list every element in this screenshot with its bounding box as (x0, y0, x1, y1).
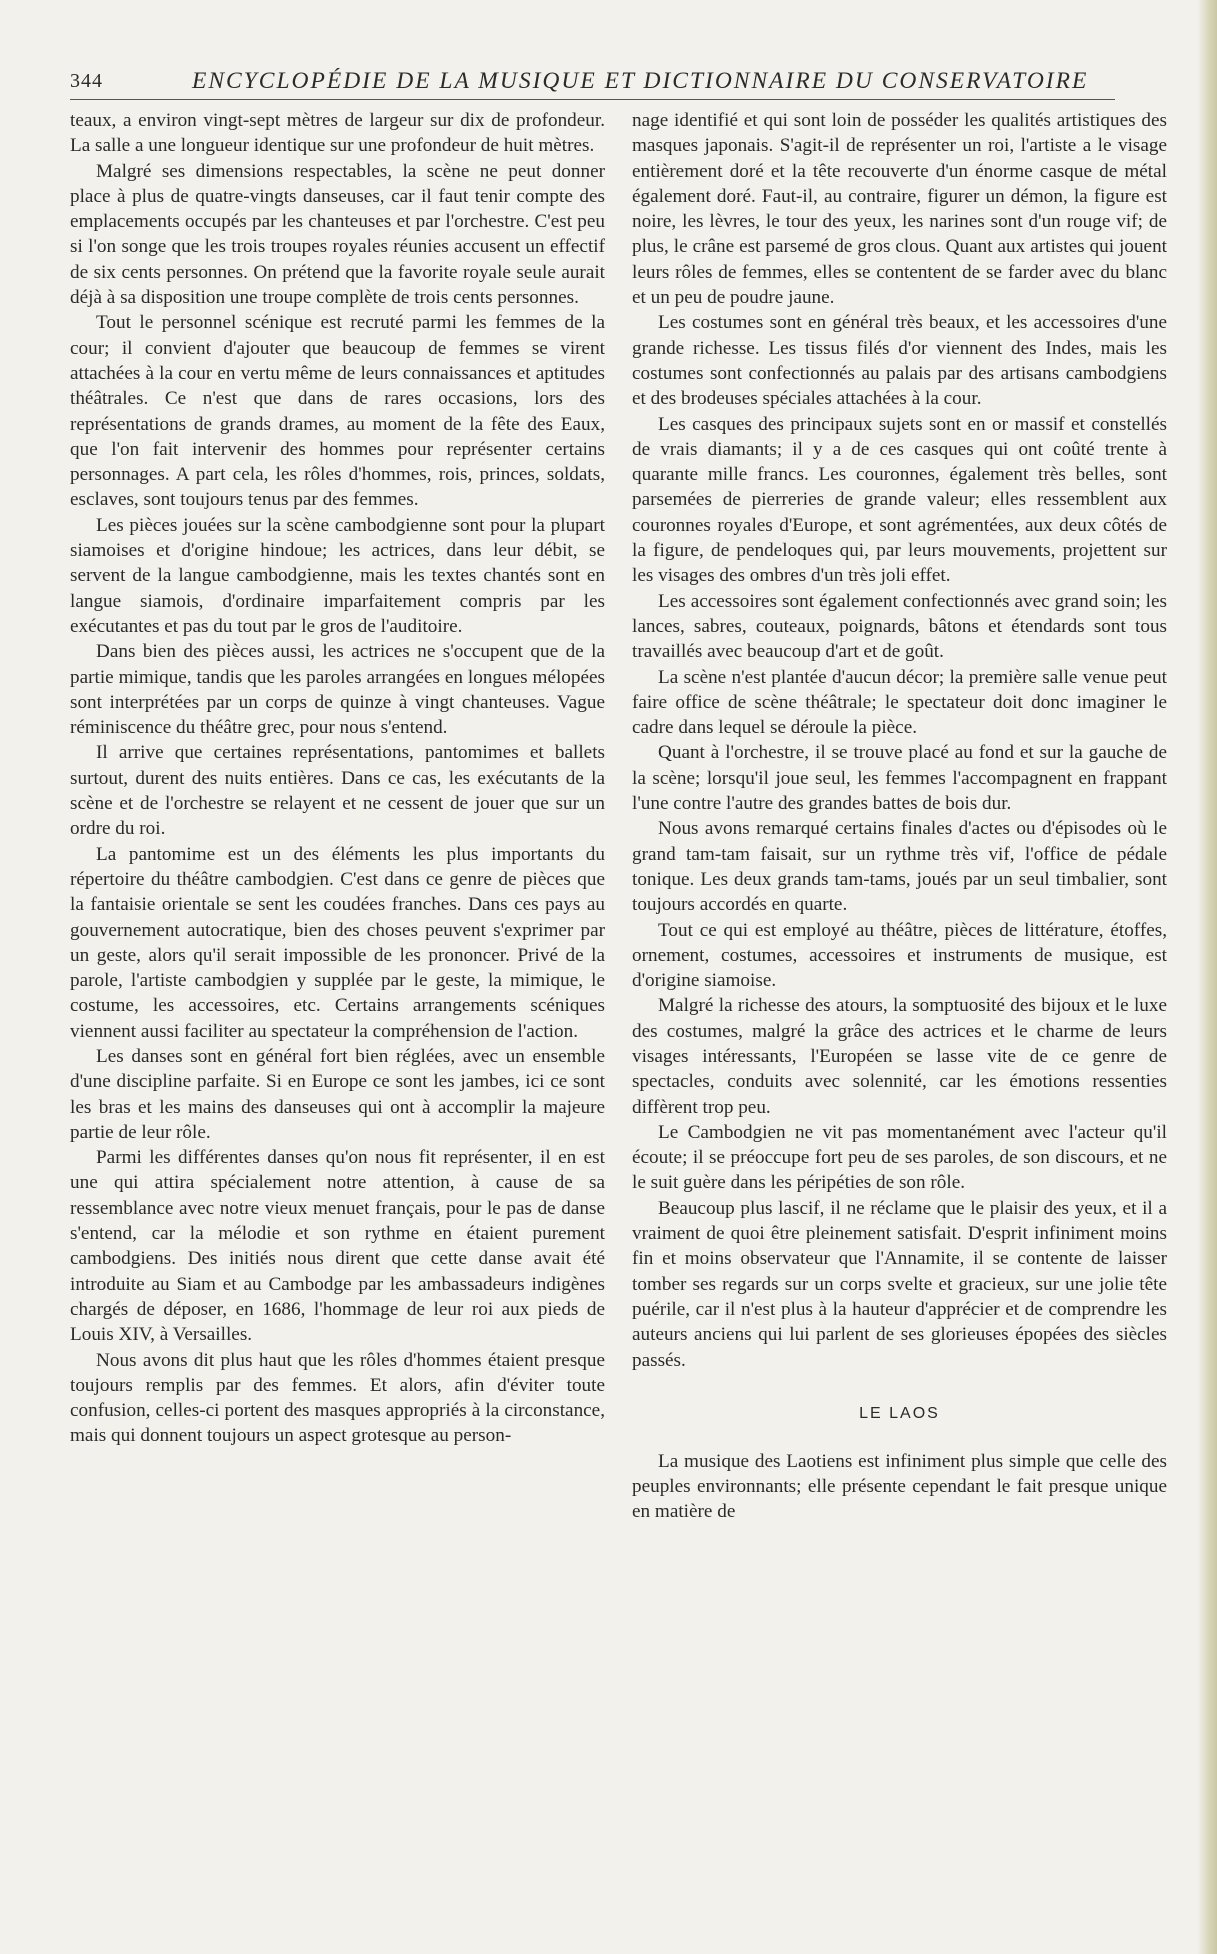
paragraph: Tout le personnel scénique est recruté parmi les femmes de la cour; il convient d'ajouter que beaucoup de femmes se virent attachées à la cour en vertu même de leurs connaissances et aptitudes théâtrales. Ce n'est que dans de rares occasions, lors des représentations de grands drames, au moment de la fête des Eaux, que l'on fait intervenir des hommes pour représenter certains personnages. A part cela, les rôles d'hommes, rois, princes, soldats, esclaves, sont toujours tenus par des femmes. (70, 312, 605, 511)
paragraph: Malgré la richesse des atours, la somptuosité des bijoux et le luxe des costumes, malgré la grâce des actrices et le charme de leurs visages intéressants, l'Européen se lasse vite de ce genre de spectacles, conduits avec solennité, car les émotions ressenties diffèrent trop peu. (632, 995, 1167, 1118)
section-heading: LE LAOS (859, 1404, 940, 1422)
paragraph: Dans bien des pièces aussi, les actrices ne s'occupent que de la partie mimique, tandis que les paroles arrangées en longues mélopées sont interprétées par un corps de quinze à vingt chanteuses. Vague réminiscence du théâtre grec, pour nous s'entend. (70, 641, 605, 739)
paragraph: Parmi les différentes danses qu'on nous fit représenter, il en est une qui attira spécialement notre attention, à cause de sa ressemblance avec notre vieux menuet français, pour le pas de danse s'entend, car la mélodie et son rythme en étaient purement cambodgiens. Des initiés nous dirent que cette danse avait été introduite au Siam et au Cambodge par les ambassadeurs indigènes chargés de déposer, en 1686, l'hommage de leur roi aux pieds de Louis XIV, à Versailles. (70, 1147, 605, 1346)
paragraph: Les casques des principaux sujets sont en or massif et constellés de vrais diamants; il y a de ces casques qui ont coûté trente à quarante mille francs. Les couronnes, également très belles, sont parsemées de pierreries de grande valeur; elles ressemblent aux couronnes royales d'Europe, et sont agrémentées, aux deux côtés de la figure, de pendeloques qui, par leurs mouvements, projettent sur les visages des ombres d'un très joli effet. (632, 413, 1167, 587)
paragraph: Nous avons remarqué certains finales d'actes ou d'épisodes où le grand tam-tam faisait, sur un rythme très vif, l'office de pédale tonique. Les deux grands tam-tams, joués par un seul timbalier, sont toujours accordés en quarte. (632, 818, 1167, 916)
page-edge (1197, 0, 1217, 1954)
paragraph: Beaucoup plus lascif, il ne réclame que le plaisir des yeux, et il a vraiment de quoi être pleinement satisfait. D'esprit infiniment moins fin et moins observateur que l'Annamite, il se contente de laisser tomber ses regards sur un corps svelte et gracieux, sur une jolie tête puérile, car il n'est plus à la hauteur d'apprécier et de comprendre les auteurs anciens qui lui parlent de ses glorieuses épopées des siècles passés. (632, 1197, 1167, 1371)
paragraph: La scène n'est plantée d'aucun décor; la première salle venue peut faire office de scène théâtrale; le spectateur doit donc imaginer le cadre dans lequel se déroule la pièce. (632, 666, 1167, 739)
left-column (70, 108, 605, 1449)
running-title: ENCYCLOPÉDIE DE LA MUSIQUE ET DICTIONNAIRE DU CONSERVATOIRE (192, 68, 1089, 94)
page-number: 344 (70, 70, 103, 92)
paragraph: Les costumes sont en général très beaux, et les accessoires d'une grande richesse. Les tissus filés d'or viennent des Indes, mais les costumes sont confectionnés au palais par des artisans cambodgiens et des brodeuses spéciales attachées à la cour. (632, 312, 1167, 410)
paragraph: Les danses sont en général fort bien réglées, avec un ensemble d'une discipline parfaite. Si en Europe ce sont les jambes, ici ce sont les bras et les mains des danseuses qui ont à accomplir la majeure partie de leur rôle. (70, 1045, 605, 1143)
paragraph: La musique des Laotiens est infiniment plus simple que celle des peuples environnants; elle présente cependant le fait presque unique en matière de (632, 1450, 1167, 1523)
paragraph: Quant à l'orchestre, il se trouve placé au fond et sur la gauche de la scène; lorsqu'il joue seul, les femmes l'accompagnent en frappant l'une contre l'autre des grandes battes de bois dur. (632, 742, 1167, 815)
paragraph: teaux, a environ vingt-sept mètres de largeur sur dix de profondeur. La salle a une longueur identique sur une profondeur de huit mètres. (70, 110, 605, 157)
paragraph: Les accessoires sont également confectionnés avec grand soin; les lances, sabres, couteaux, poignards, bâtons et étendards sont tous travaillés avec beaucoup d'art et de goût. (632, 590, 1167, 663)
right-column (632, 108, 1167, 1525)
paragraph: Il arrive que certaines représentations, pantomimes et ballets surtout, durent des nuits entières. Dans ce cas, les exécutants de la scène et de l'orchestre se relayent et ne cessent de jouer que sur un ordre du roi. (70, 742, 605, 840)
paragraph: Nous avons dit plus haut que les rôles d'hommes étaient presque toujours remplis par des femmes. Et alors, afin d'éviter toute confusion, celles-ci portent des masques appropriés à la circonstance, mais qui donnent toujours un aspect grotesque au person- (70, 1349, 605, 1447)
paragraph: Le Cambodgien ne vit pas momentanément avec l'acteur qu'il écoute; il se préoccupe fort peu de ses paroles, de son discours, et ne le suit guère dans les péripéties de son rôle. (632, 1121, 1167, 1194)
header-rule (70, 99, 1115, 100)
paragraph: Les pièces jouées sur la scène cambodgienne sont pour la plupart siamoises et d'origine hindoue; les actrices, dans leur débit, se servent de la langue cambodgienne, mais les textes chantés sont en langue siamois, d'ordinaire imparfaitement compris par les exécutantes et pas du tout par le gros de l'auditoire. (70, 514, 605, 637)
paragraph: nage identifié et qui sont loin de posséder les qualités artistiques des masques japonais. S'agit-il de représenter un roi, l'artiste a le visage entièrement doré et la tête recouverte d'un énorme casque de métal également doré. Faut-il, au contraire, figurer un démon, la figure est noire, les lèvres, le tour des yeux, les narines sont d'un rouge vif; de plus, le crâne est parsemé de gros clous. Quant aux artistes qui jouent leurs rôles de femmes, elles se contentent de se farder avec du blanc et un peu de poudre jaune. (632, 110, 1167, 309)
paragraph: Malgré ses dimensions respectables, la scène ne peut donner place à plus de quatre-vingts danseuses, car il faut tenir compte des emplacements occupés par les chanteuses et par l'orchestre. C'est peu si l'on songe que les trois troupes royales réunies accusent un effectif de six cents personnes. On prétend que la favorite royale seule aurait déjà à sa disposition une troupe complète de trois cents personnes. (70, 160, 605, 309)
paragraph: Tout ce qui est employé au théâtre, pièces de littérature, étoffes, ornement, costumes, accessoires et instruments de musique, est d'origine siamoise. (632, 919, 1167, 992)
page-header (70, 66, 1180, 100)
paragraph: La pantomime est un des éléments les plus importants du répertoire du théâtre cambodgien. C'est dans ce genre de pièces que la fantaisie orientale se sent les coudées franches. Dans ces pays au gouvernement autocratique, bien des choses peuvent s'exprimer par un geste, alors qu'il serait impossible de les prononcer. Privé de la parole, l'artiste cambodgien y supplée par le geste, la mimique, le costume, les accessoires, etc. Certains arrangements scéniques viennent aussi faciliter au spectateur la compréhension de l'action. (70, 843, 605, 1042)
